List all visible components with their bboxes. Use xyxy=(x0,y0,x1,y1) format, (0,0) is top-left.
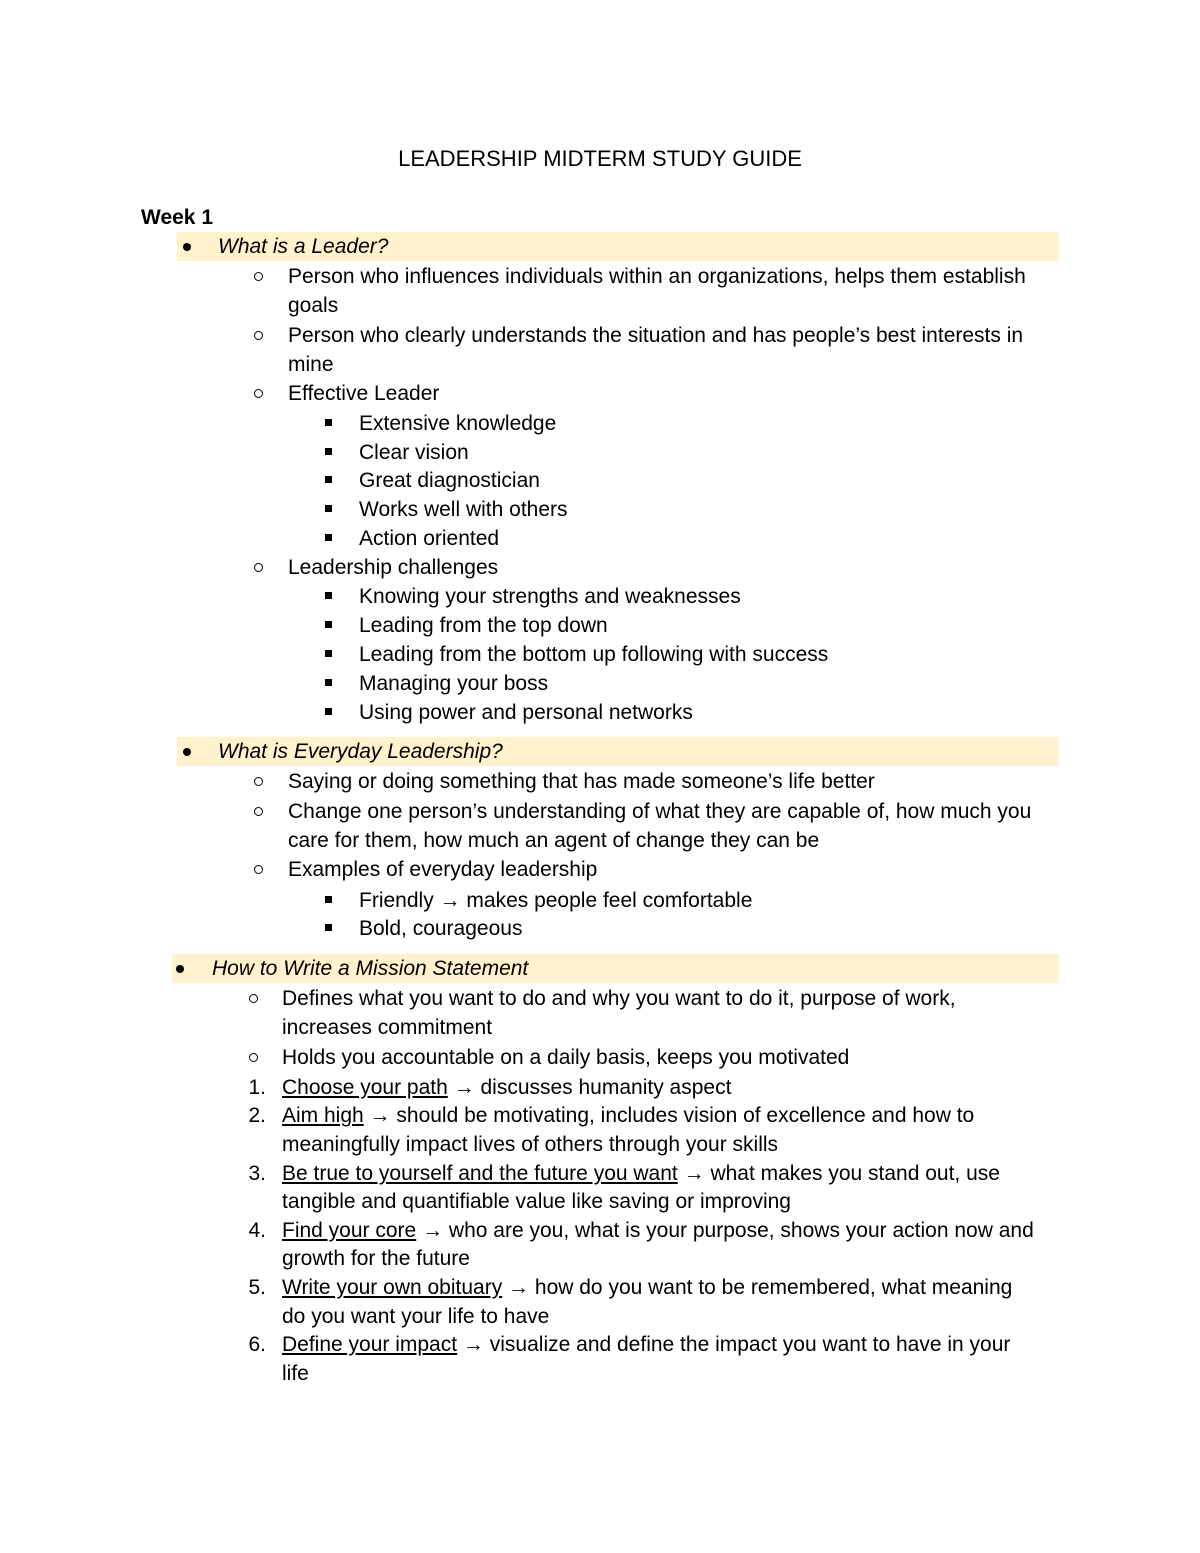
sub-list-item: Leading from the top down xyxy=(359,614,608,637)
sub-list-item-text: makes people feel comfortable xyxy=(466,889,753,912)
list-item: Leadership challenges xyxy=(288,556,499,579)
step-text: who are you, what is your purpose, shows your action now and xyxy=(448,1219,1034,1242)
section-heading: How to Write a Mission Statement xyxy=(212,957,529,980)
step-text: should be motivating, includes vision of excellence and how to xyxy=(396,1104,975,1127)
arrow-icon: → xyxy=(439,889,461,912)
list-item: Person who clearly understands the situation and has people’s best interests in xyxy=(288,324,1024,347)
arrow-icon: → xyxy=(453,1076,475,1099)
sub-list-item: Action oriented xyxy=(359,527,500,550)
list-item-continuation: mine xyxy=(288,353,334,376)
list-item-continuation: increases commitment xyxy=(282,1016,493,1039)
step-title: Aim high xyxy=(282,1104,364,1127)
square-bullet-icon xyxy=(325,592,332,599)
circle-bullet-icon xyxy=(254,563,263,572)
section-heading: What is a Leader? xyxy=(218,235,389,258)
square-bullet-icon xyxy=(325,505,332,512)
page-title: LEADERSHIP MIDTERM STUDY GUIDE xyxy=(398,146,802,171)
step-title: Find your core xyxy=(282,1219,417,1242)
list-item-continuation: goals xyxy=(288,294,339,317)
week-heading: Week 1 xyxy=(141,206,213,229)
step-text: discusses humanity aspect xyxy=(480,1076,732,1099)
circle-bullet-icon xyxy=(254,331,263,340)
step-number: 2. xyxy=(248,1104,266,1127)
step-number: 6. xyxy=(248,1333,266,1356)
arrow-icon: → xyxy=(369,1104,391,1127)
step-number: 4. xyxy=(248,1219,266,1242)
step-title: Define your impact xyxy=(282,1333,458,1356)
square-bullet-icon xyxy=(325,534,332,541)
square-bullet-icon xyxy=(325,896,332,903)
circle-bullet-icon xyxy=(254,272,263,281)
sub-list-item: Clear vision xyxy=(359,441,469,464)
sub-list-item xyxy=(359,886,752,915)
step-line xyxy=(282,1330,1010,1359)
sub-list-item: Using power and personal networks xyxy=(359,701,693,724)
list-item: Change one person’s understanding of what they are capable of, how much you xyxy=(288,800,1032,823)
list-item: Saying or doing something that has made someone’s life better xyxy=(288,770,875,793)
list-item: Holds you accountable on a daily basis, keeps you motivated xyxy=(282,1046,850,1069)
step-number: 1. xyxy=(248,1076,266,1099)
circle-bullet-icon xyxy=(249,994,258,1003)
step-line xyxy=(282,1101,974,1130)
square-bullet-icon xyxy=(325,650,332,657)
circle-bullet-icon xyxy=(254,807,263,816)
step-line xyxy=(282,1073,731,1102)
square-bullet-icon xyxy=(325,924,332,931)
step-line xyxy=(282,1273,1012,1302)
square-bullet-icon xyxy=(325,476,332,483)
step-line xyxy=(282,1159,1000,1188)
square-bullet-icon xyxy=(325,621,332,628)
list-item: Examples of everyday leadership xyxy=(288,858,598,881)
step-text: visualize and define the impact you want to have in your xyxy=(489,1333,1011,1356)
arrow-icon: → xyxy=(422,1219,444,1242)
step-number: 3. xyxy=(248,1162,266,1185)
step-text: how do you want to be remembered, what meaning xyxy=(534,1276,1013,1299)
step-title: Be true to yourself and the future you want xyxy=(282,1162,678,1185)
circle-bullet-icon xyxy=(254,389,263,398)
square-bullet-icon xyxy=(325,708,332,715)
step-continuation: meaningfully impact lives of others through your skills xyxy=(282,1133,779,1156)
bullet-icon xyxy=(176,965,184,973)
arrow-icon: → xyxy=(462,1333,484,1356)
square-bullet-icon xyxy=(325,419,332,426)
step-number: 5. xyxy=(248,1276,266,1299)
list-item: Person who influences individuals within an organizations, helps them establish xyxy=(288,265,1026,288)
list-item-continuation: care for them, how much an agent of change they can be xyxy=(288,829,820,852)
sub-list-item: Leading from the bottom up following with success xyxy=(359,643,829,666)
arrow-icon: → xyxy=(508,1276,530,1299)
square-bullet-icon xyxy=(325,448,332,455)
sub-list-item: Works well with others xyxy=(359,498,568,521)
square-bullet-icon xyxy=(325,679,332,686)
sub-list-item: Knowing your strengths and weaknesses xyxy=(359,585,741,608)
step-continuation: tangible and quantifiable value like saving or improving xyxy=(282,1190,791,1213)
sub-list-item: Bold, courageous xyxy=(359,917,523,940)
sub-list-item-label: Friendly xyxy=(359,889,434,912)
step-continuation: life xyxy=(282,1362,309,1385)
sub-list-item: Extensive knowledge xyxy=(359,412,557,435)
arrow-icon: → xyxy=(683,1162,705,1185)
circle-bullet-icon xyxy=(254,865,263,874)
step-text: what makes you stand out, use xyxy=(710,1162,1000,1185)
step-continuation: growth for the future xyxy=(282,1247,470,1270)
circle-bullet-icon xyxy=(249,1053,258,1062)
list-item: Defines what you want to do and why you want to do it, purpose of work, xyxy=(282,987,956,1010)
sub-list-item: Great diagnostician xyxy=(359,469,540,492)
step-line xyxy=(282,1216,1034,1245)
list-item: Effective Leader xyxy=(288,382,440,405)
step-title: Choose your path xyxy=(282,1076,448,1099)
bullet-icon xyxy=(183,748,191,756)
section-heading: What is Everyday Leadership? xyxy=(218,740,503,763)
circle-bullet-icon xyxy=(254,777,263,786)
step-title: Write your own obituary xyxy=(282,1276,503,1299)
bullet-icon xyxy=(183,243,191,251)
step-continuation: do you want your life to have xyxy=(282,1305,550,1328)
sub-list-item: Managing your boss xyxy=(359,672,549,695)
